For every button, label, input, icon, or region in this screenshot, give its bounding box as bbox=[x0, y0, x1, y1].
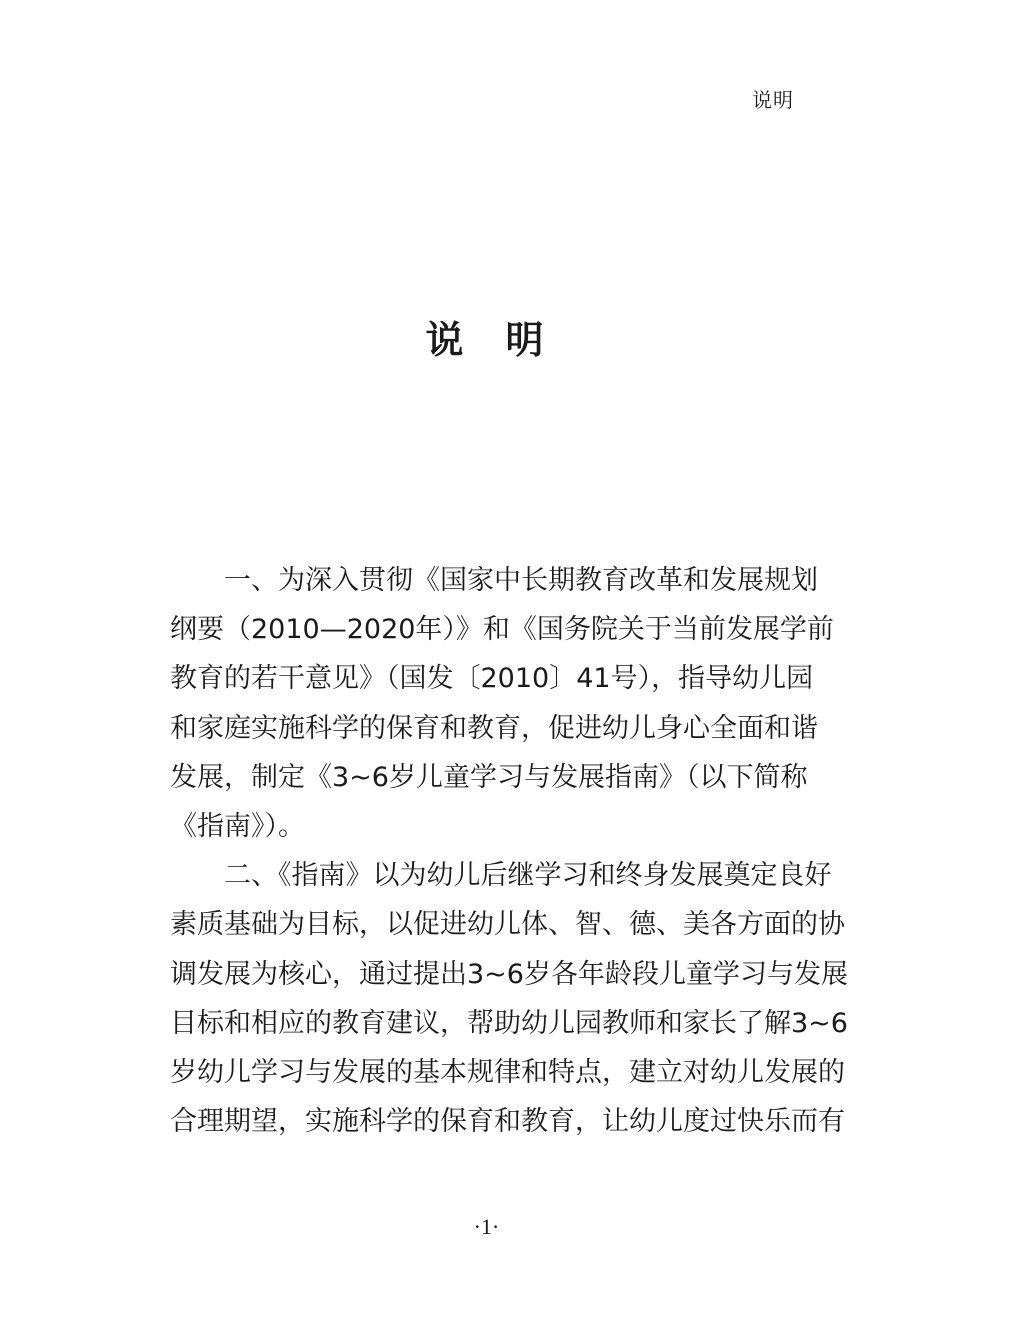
text-line: 《指南》）。 bbox=[170, 810, 305, 842]
text-line: 调发展为核心，通过提出3~6岁各年龄段儿童学习与发展 bbox=[170, 958, 848, 990]
text-line: 岁幼儿学习与发展的基本规律和特点，建立对幼儿发展的 bbox=[170, 1056, 845, 1088]
running-header-title: 说明 bbox=[752, 88, 794, 112]
document-title-char-1: 说 bbox=[425, 318, 468, 362]
text-line: 教育的若干意见》（国发〔2010〕41号），指导幼儿园 bbox=[170, 663, 814, 695]
page-number: ·1· bbox=[473, 1214, 500, 1239]
document-title bbox=[0, 313, 973, 367]
text-line: 和家庭实施科学的保育和教育，促进幼儿身心全面和谐 bbox=[170, 712, 818, 744]
text-line: 素质基础为目标，以促进幼儿体、智、德、美各方面的协 bbox=[170, 909, 845, 941]
text-line: 纲要（2010—2020年）》和《国务院关于当前发展学前 bbox=[170, 614, 834, 646]
body-text bbox=[170, 556, 848, 1146]
text-line: 发展，制定《3~6岁儿童学习与发展指南》（以下简称 bbox=[170, 761, 808, 793]
text-line: 二、《指南》以为幼儿后继学习和终身发展奠定良好 bbox=[170, 860, 832, 892]
text-line: 目标和相应的教育建议，帮助幼儿园教师和家长了解3~6 bbox=[170, 1007, 848, 1039]
document-title-char-2: 明 bbox=[505, 318, 548, 362]
paragraph-1 bbox=[170, 556, 834, 851]
text-line: 一、为深入贯彻《国家中长期教育改革和发展规划 bbox=[170, 565, 818, 596]
paragraph-2 bbox=[170, 851, 848, 1146]
text-line: 合理期望，实施科学的保育和教育，让幼儿度过快乐而有 bbox=[170, 1106, 845, 1138]
